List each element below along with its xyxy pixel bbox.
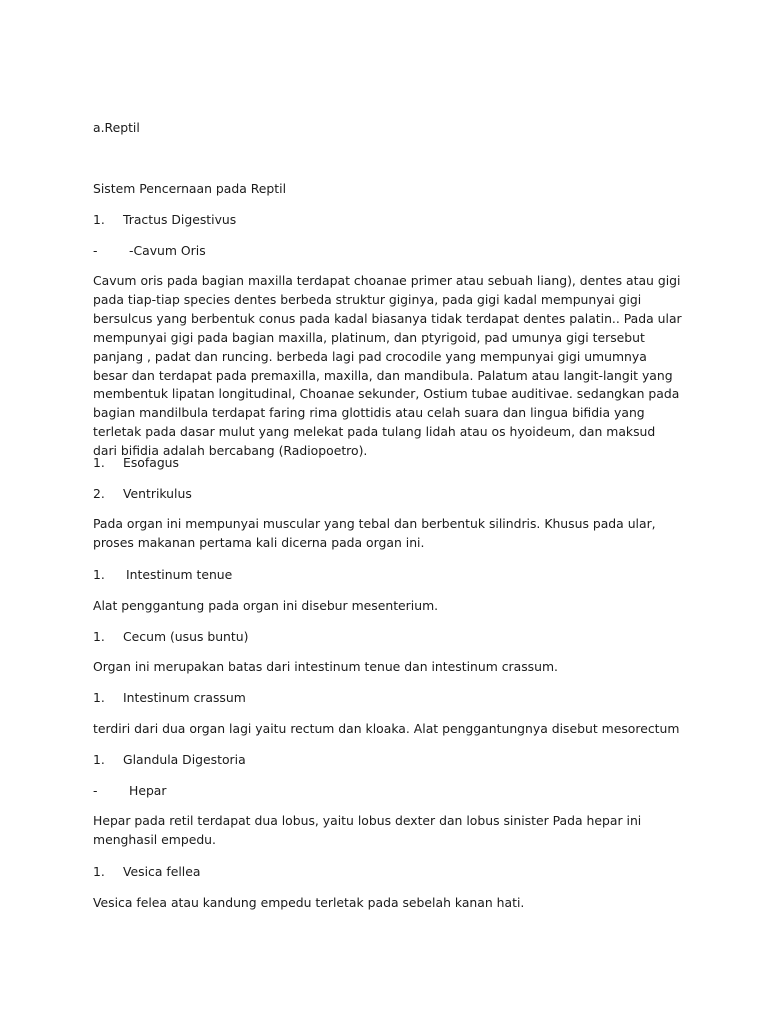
- list-number: 1.: [93, 690, 105, 705]
- paragraph-intestinum-crassum: terdiri dari dua organ lagi yaitu rectum dan kloaka. Alat penggantungnya disebut mesorectum: [93, 721, 680, 736]
- list-label: Tractus Digestivus: [123, 212, 237, 227]
- paragraph-cecum: Organ ini merupakan batas dari intestinum tenue dan intestinum crassum.: [93, 659, 558, 674]
- list-number: 1.: [93, 864, 105, 879]
- list-number: 1.: [93, 455, 105, 470]
- list-label: Vesica fellea: [123, 864, 201, 879]
- list-label: Esofagus: [123, 455, 179, 470]
- bullet-dash: -: [93, 783, 98, 798]
- sub-item-label: -Cavum Oris: [129, 243, 206, 258]
- list-item-esofagus: [93, 453, 683, 472]
- list-label: Intestinum tenue: [126, 567, 233, 582]
- paragraph-ventrikulus: Pada organ ini mempunyai muscular yang tebal dan berbentuk silindris. Khusus pada ular, proses makanan pertama kali dicerna pada organ ini.: [93, 516, 656, 550]
- paragraph-vesica-fellea: Vesica felea atau kandung empedu terletak pada sebelah kanan hati.: [93, 895, 525, 910]
- list-item-intestinum-tenue: [93, 565, 683, 584]
- list-item-cecum: [93, 627, 683, 646]
- list-item-ventrikulus: [93, 484, 683, 503]
- list-number: 1.: [93, 567, 105, 582]
- list-item-intestinum-crassum: [93, 688, 683, 707]
- list-label: Glandula Digestoria: [123, 752, 246, 767]
- list-item-vesica-fellea: [93, 862, 683, 881]
- bullet-dash: -: [93, 243, 98, 258]
- list-number: 1.: [93, 752, 105, 767]
- list-number: 1.: [93, 212, 105, 227]
- sub-item-cavum-oris: [93, 241, 683, 260]
- section-title: Sistem Pencernaan pada Reptil: [93, 181, 287, 196]
- paragraph-cavum-oris: Cavum oris pada bagian maxilla terdapat choanae primer atau sebuah liang), dentes atau gigi pada tiap-tiap species dentes berbeda struktur giginya, pada gigi kadal mempunyai gigi bersulcus yang berbentuk conus pada kadal biasanya tidak terdapat dentes palatin.. Pada ular mempunyai gigi pada bagian maxilla, platinum, dan ptyrigoid, pad umunya gigi tersebut panjang , padat dan runcing. berbeda lagi pad crocodile yang mempunyai gigi umumnya besar dan terdapat pada premaxilla, maxilla, dan mandibula. Palatum atau langit-langit yang membentuk lipatan longitudinal, Choanae sekunder, Ostium tubae auditivae. sedangkan pada bagian mandilbula terdapat faring rima glottidis atau celah suara dan lingua bifidia yang terletak pada dasar mulut yang melekat pada tulang lidah atau os hyoideum, dan maksud dari bifidia adalah bercabang (Radiopoetro).: [93, 273, 682, 459]
- list-number: 1.: [93, 629, 105, 644]
- list-item-glandula-digestoria: [93, 750, 683, 769]
- sub-item-label: Hepar: [129, 783, 167, 798]
- sub-item-hepar: [93, 781, 683, 800]
- list-label: Ventrikulus: [123, 486, 192, 501]
- paragraph-hepar: Hepar pada retil terdapat dua lobus, yaitu lobus dexter dan lobus sinister Pada hepar ini menghasil empedu.: [93, 813, 642, 847]
- list-label: Intestinum crassum: [123, 690, 246, 705]
- heading-reptil: a.Reptil: [93, 120, 140, 135]
- list-number: 2.: [93, 486, 105, 501]
- list-item-tractus-digestivus: [93, 210, 683, 229]
- list-label: Cecum (usus buntu): [123, 629, 249, 644]
- paragraph-intestinum-tenue: Alat penggantung pada organ ini disebur mesenterium.: [93, 598, 439, 613]
